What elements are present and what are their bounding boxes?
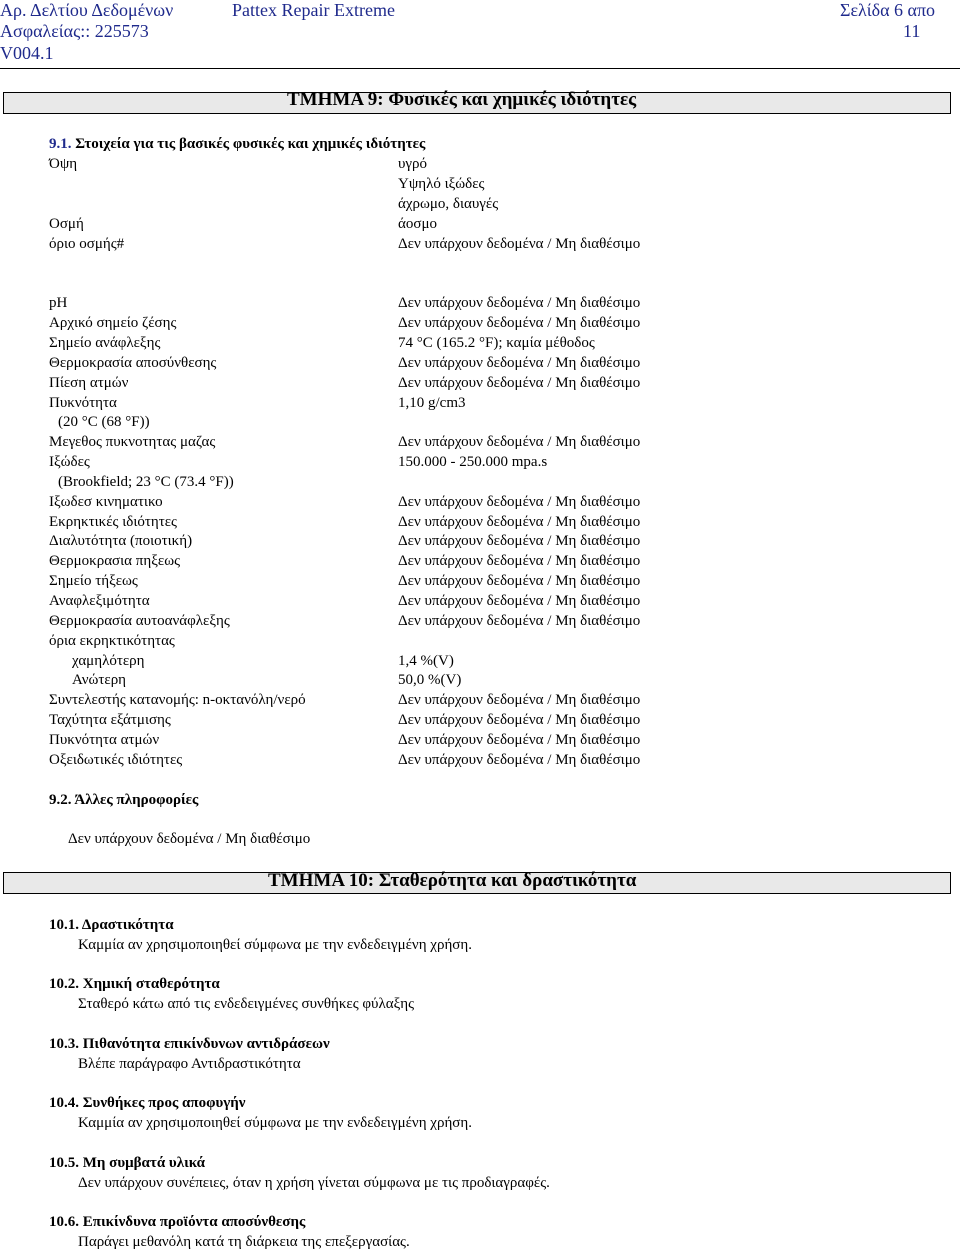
section-9-title: ΤΜΗΜΑ 9: Φυσικές και χημικές ιδιότητες [287, 89, 637, 110]
property-label: Αναφλεξιμότητα [49, 593, 150, 609]
doc-number-value: Ασφαλείας:: 225573 [0, 21, 149, 41]
property-label-condition: (20 °C (68 °F)) [58, 414, 150, 430]
subsection-9-2-heading: 9.2. Άλλες πληροφορίες [49, 792, 199, 808]
property-value: Δεν υπάρχουν δεδομένα / Μη διαθέσιμο [398, 315, 641, 331]
property-value: 1,10 g/cm3 [398, 395, 466, 411]
property-label-sub: Ανώτερη [72, 672, 127, 688]
property-label: Πίεση ατμών [49, 375, 129, 391]
odor-threshold-value: Δεν υπάρχουν δεδομένα / Μη διαθέσιμο [398, 236, 641, 252]
subsection-heading: 10.1. Δραστικότητα [49, 917, 174, 933]
appearance-value-1: υγρό [398, 156, 428, 172]
property-value: Δεν υπάρχουν δεδομένα / Μη διαθέσιμο [398, 573, 641, 589]
property-value: Δεν υπάρχουν δεδομένα / Μη διαθέσιμο [398, 434, 641, 450]
subsection-9-1-title: Στοιχεία για τις βασικές φυσικές και χημικές ιδιότητες [75, 136, 426, 152]
subsection-9-1-heading [49, 135, 425, 155]
header-divider [0, 68, 960, 69]
property-value: Δεν υπάρχουν δεδομένα / Μη διαθέσιμο [398, 375, 641, 391]
property-value: 1,4 %(V) [398, 653, 454, 669]
property-value: Δεν υπάρχουν δεδομένα / Μη διαθέσιμο [398, 553, 641, 569]
property-label: Θερμοκρασία αυτοανάφλεξης [49, 613, 230, 629]
property-label: Θερμοκρασια πηξεως [49, 553, 181, 569]
property-label: Πυκνότητα [49, 395, 117, 411]
subsection-text: Παράγει μεθανόλη κατά τη διάρκεια της επεξεργασίας. [78, 1234, 410, 1250]
property-value: Δεν υπάρχουν δεδομένα / Μη διαθέσιμο [398, 494, 641, 510]
property-label: Σημείο ανάφλεξης [49, 335, 161, 351]
property-value: Δεν υπάρχουν δεδομένα / Μη διαθέσιμο [398, 732, 641, 748]
subsection-9-2-text: Δεν υπάρχουν δεδομένα / Μη διαθέσιμο [68, 831, 311, 847]
property-value: Δεν υπάρχουν δεδομένα / Μη διαθέσιμο [398, 613, 641, 629]
property-label: Σημείο τήξεως [49, 573, 138, 589]
property-value: Δεν υπάρχουν δεδομένα / Μη διαθέσιμο [398, 514, 641, 530]
odor-threshold-label: όριο οσμής# [49, 236, 125, 252]
property-label: όρια εκρηκτικότητας [49, 633, 175, 649]
appearance-label: Όψη [49, 156, 78, 172]
subsection-heading: 10.2. Χημική σταθερότητα [49, 976, 220, 992]
appearance-value-2: Υψηλό ιξώδες [398, 176, 485, 192]
property-label: Αρχικό σημείο ζέσης [49, 315, 177, 331]
property-value: Δεν υπάρχουν δεδομένα / Μη διαθέσιμο [398, 593, 641, 609]
property-label-condition: (Brookfield; 23 °C (73.4 °F)) [58, 474, 234, 490]
appearance-value-3: άχρωμο, διαυγές [398, 196, 499, 212]
property-value: 50,0 %(V) [398, 672, 462, 688]
property-label: Οξειδωτικές ιδιότητες [49, 752, 183, 768]
property-value: Δεν υπάρχουν δεδομένα / Μη διαθέσιμο [398, 295, 641, 311]
property-label: Ιξώδες [49, 454, 90, 470]
property-label-sub: χαμηλότερη [72, 653, 145, 669]
subsection-text: Σταθερό κάτω από τις ενδεδειγμένες συνθήκες φύλαξης [78, 996, 415, 1012]
doc-version: V004.1 [0, 43, 54, 63]
property-label: pH [49, 295, 68, 311]
property-label: Συντελεστής κατανομής: n-οκτανόλη/νερό [49, 692, 306, 708]
property-label: Πυκνότητα ατμών [49, 732, 160, 748]
property-label: Διαλυτότητα (ποιοτική) [49, 533, 193, 549]
property-value: Δεν υπάρχουν δεδομένα / Μη διαθέσιμο [398, 692, 641, 708]
property-label: Ιξωδεσ κινηματικο [49, 494, 163, 510]
subsection-9-1-number: 9.1. [49, 136, 72, 152]
property-value: Δεν υπάρχουν δεδομένα / Μη διαθέσιμο [398, 355, 641, 371]
subsection-heading: 10.6. Επικίνδυνα προϊόντα αποσύνθεσης [49, 1214, 306, 1230]
section-10-title: ΤΜΗΜΑ 10: Σταθερότητα και δραστικότητα [268, 870, 637, 891]
product-name: Pattex Repair Extreme [232, 0, 395, 20]
property-label: Μεγεθος πυκνοτητας μαζας [49, 434, 216, 450]
doc-number-label: Αρ. Δελτίου Δεδομένων [0, 0, 174, 20]
property-value: 150.000 - 250.000 mpa.s [398, 454, 548, 470]
subsection-heading: 10.4. Συνθήκες προς αποφυγήν [49, 1095, 246, 1111]
subsection-text: Δεν υπάρχουν συνέπειες, όταν η χρήση γίνεται σύμφωνα με τις προδιαγραφές. [78, 1175, 550, 1191]
page-total: 11 [903, 21, 921, 41]
odor-value: άοσμο [398, 216, 437, 232]
property-label: Ταχύτητα εξάτμισης [49, 712, 171, 728]
subsection-heading: 10.3. Πιθανότητα επικίνδυνων αντιδράσεων [49, 1036, 330, 1052]
odor-label: Οσμή [49, 216, 84, 232]
property-value: Δεν υπάρχουν δεδομένα / Μη διαθέσιμο [398, 533, 641, 549]
property-value: Δεν υπάρχουν δεδομένα / Μη διαθέσιμο [398, 752, 641, 768]
property-value: 74 °C (165.2 °F); καμία μέθοδος [398, 335, 595, 351]
property-label: Θερμοκρασία αποσύνθεσης [49, 355, 217, 371]
subsection-text: Καμμία αν χρησιμοποιηθεί σύμφωνα με την ενδεδειγμένη χρήση. [78, 937, 472, 953]
page-number: Σελίδα 6 απο [840, 0, 936, 20]
subsection-text: Καμμία αν χρησιμοποιηθεί σύμφωνα με την ενδεδειγμένη χρήση. [78, 1115, 472, 1131]
subsection-heading: 10.5. Μη συμβατά υλικά [49, 1155, 206, 1171]
property-label: Εκρηκτικές ιδιότητες [49, 514, 177, 530]
subsection-text: Βλέπε παράγραφο Αντιδραστικότητα [78, 1056, 301, 1072]
property-value: Δεν υπάρχουν δεδομένα / Μη διαθέσιμο [398, 712, 641, 728]
